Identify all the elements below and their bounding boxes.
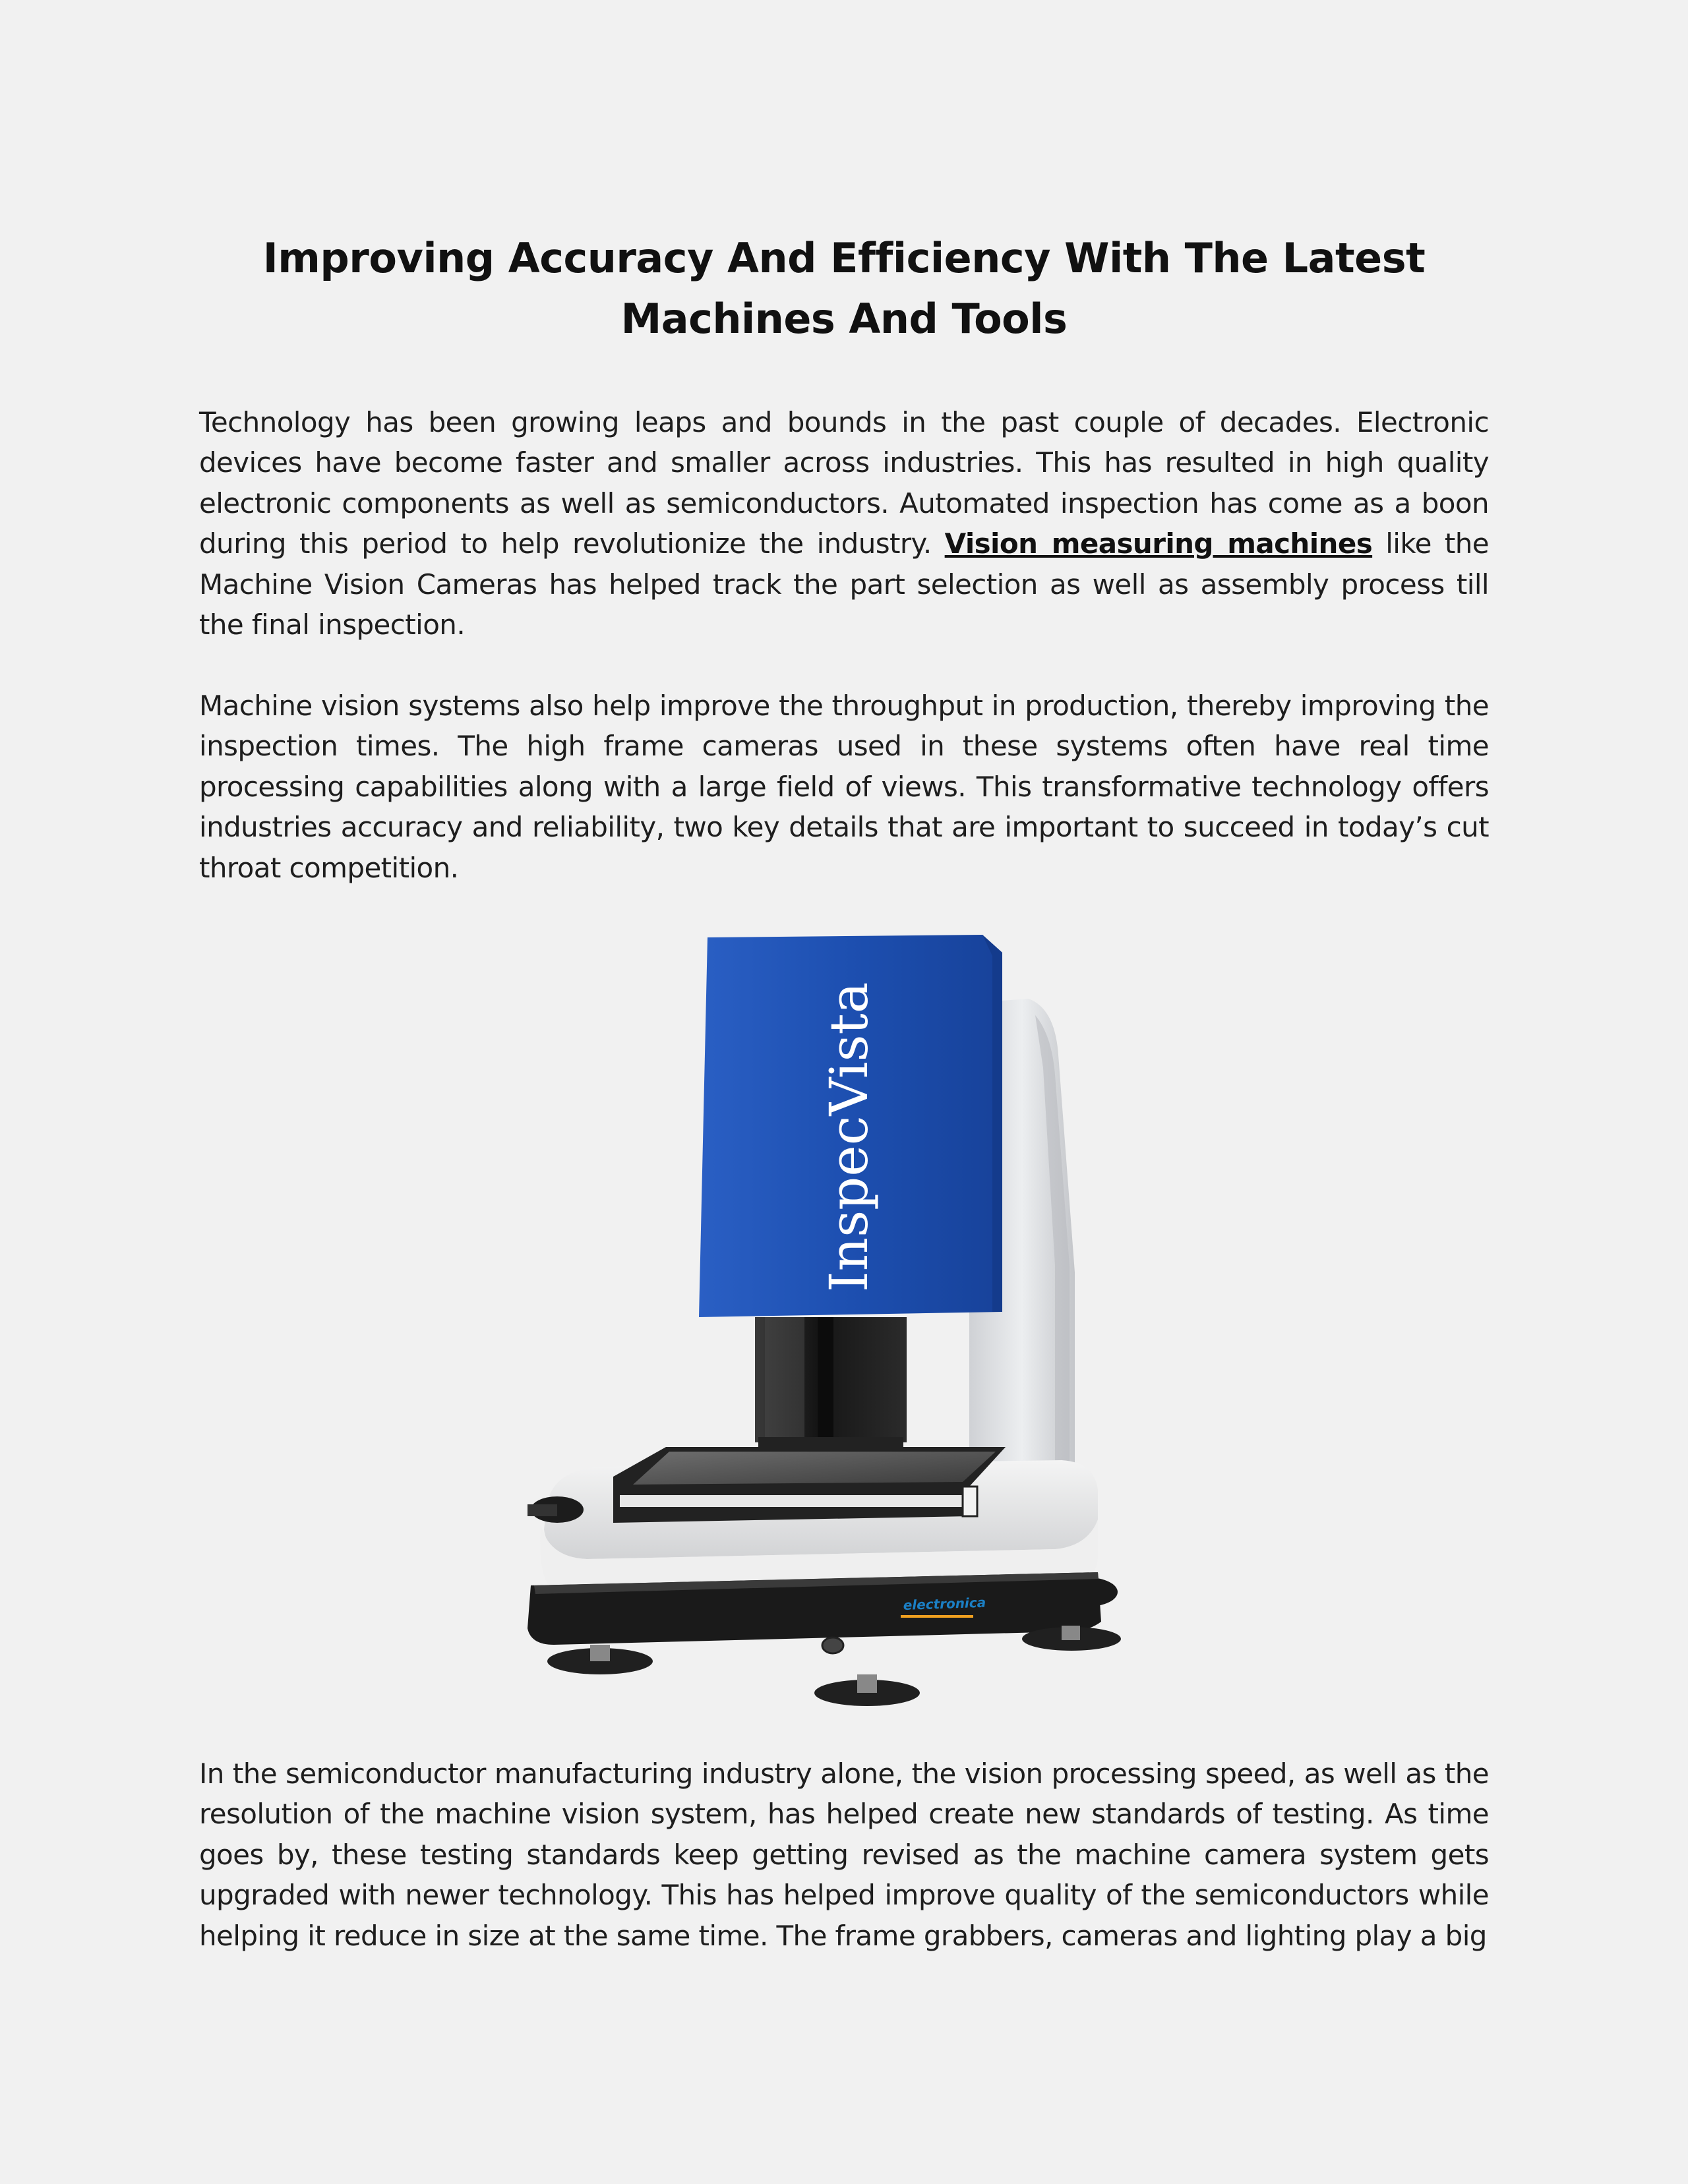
paragraph-1 — [199, 402, 1489, 645]
manufacturer-logo: electronica — [903, 1594, 986, 1613]
paragraph-1-text-end: like the Machine Vision Cameras has helped track the part selection as well as assembly process till the final inspection. — [199, 527, 1490, 641]
vision-machine-illustration — [508, 923, 1141, 1714]
paragraph-1-text-start: Technology has been growing leaps and bounds in the past couple of decades. Electronic devices have become faster and smaller across industries. This has resulted in high quality electronic components as well as semiconductors. Automated inspection has come as a boon during this period to help revolutionize the industry. — [199, 406, 1489, 560]
vision-machine-image — [508, 923, 1141, 1714]
brand-label: InspecVista — [818, 982, 880, 1292]
vision-measuring-machines-link[interactable]: Vision measuring machines — [944, 527, 1373, 560]
page-title: Improving Accuracy And Efficiency With The Latest Machines And Tools — [262, 234, 1426, 343]
paragraph-2: Machine vision systems also help improve the throughput in production, thereby improving the inspection times. The high frame cameras used in these systems often have real time processing capabilities along with a large field of views. This transformative technology offers industries accuracy and reliability, two key details that are important to succeed in today’s cut throat competition. — [199, 690, 1489, 884]
paragraph-3: In the semiconductor manufacturing industry alone, the vision processing speed, as well as the resolution of the machine vision system, has helped create new standards of testing. As time goes by, these testing standards keep getting revised as the machine camera system gets upgraded with newer technology. This has helped improve quality of the semiconductors while helping it reduce in size at the same time. The frame grabbers, cameras and lighting play a big — [199, 1757, 1489, 1952]
